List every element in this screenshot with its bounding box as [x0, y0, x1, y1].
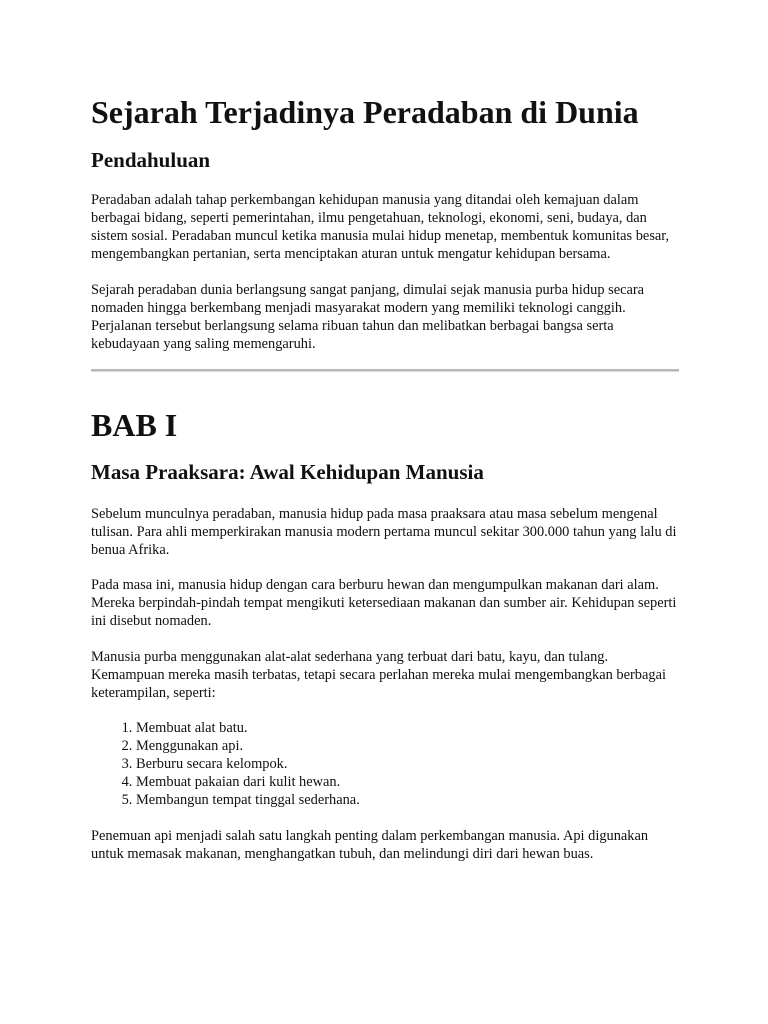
list-item: 4. Membuat pakaian dari kulit hewan. — [136, 773, 679, 791]
intro-paragraph-1: Peradaban adalah tahap perkembangan kehidupan manusia yang ditandai oleh kemajuan dalam berbagai bidang, seperti pemerintahan, ilmu pengetahuan, teknologi, ekonomi, seni, budaya, dan sistem sosial. Peradaban muncul ketika manusia mulai hidup menetap, membentuk komunitas besar, mengembangkan pertanian, serta menciptakan aturan untuk mengatur kehidupan bersama. — [91, 192, 670, 262]
skills-list — [91, 719, 679, 809]
list-item: 3. Berburu secara kelompok. — [136, 755, 679, 773]
chapter-paragraph-1: Sebelum munculnya peradaban, manusia hidup pada masa praaksara atau masa sebelum mengenal tulisan. Para ahli memperkirakan manusia modern pertama muncul sekitar 300.000 tahun yang lalu di benua Afrika. — [91, 506, 677, 558]
chapter-heading: Masa Praaksara: Awal Kehidupan Manusia — [91, 460, 484, 484]
list-item: 5. Membangun tempat tinggal sederhana. — [136, 791, 679, 809]
list-item: 1. Membuat alat batu. — [136, 719, 679, 737]
section-divider — [91, 369, 679, 372]
chapter-label: BAB I — [91, 407, 178, 443]
chapter-paragraph-3: Manusia purba menggunakan alat-alat sederhana yang terbuat dari batu, kayu, dan tulang. Kemampuan mereka masih terbatas, tetapi secara perlahan mereka mulai mengembangkan berbagai keterampilan, seperti: — [91, 649, 666, 701]
chapter-paragraph-2: Pada masa ini, manusia hidup dengan cara berburu hewan dan mengumpulkan makanan dari alam. Mereka berpindah-pindah tempat mengikuti ketersediaan makanan dan sumber air. Kehidupan seperti ini disebut nomaden. — [91, 577, 677, 629]
document-title: Sejarah Terjadinya Peradaban di Dunia — [91, 94, 639, 130]
intro-paragraph-2: Sejarah peradaban dunia berlangsung sangat panjang, dimulai sejak manusia purba hidup secara nomaden hingga berkembang menjadi masyarakat modern yang memiliki teknologi canggih. Perjalanan tersebut berlangsung selama ribuan tahun dan melibatkan berbagai bangsa serta kebudayaan yang saling memengaruhi. — [91, 282, 645, 352]
list-item: 2. Menggunakan api. — [136, 737, 679, 755]
closing-paragraph: Penemuan api menjadi salah satu langkah penting dalam perkembangan manusia. Api digunakan untuk memasak makanan, menghangatkan tubuh, dan melindungi diri dari hewan buas. — [91, 828, 649, 862]
intro-heading: Pendahuluan — [91, 148, 211, 172]
